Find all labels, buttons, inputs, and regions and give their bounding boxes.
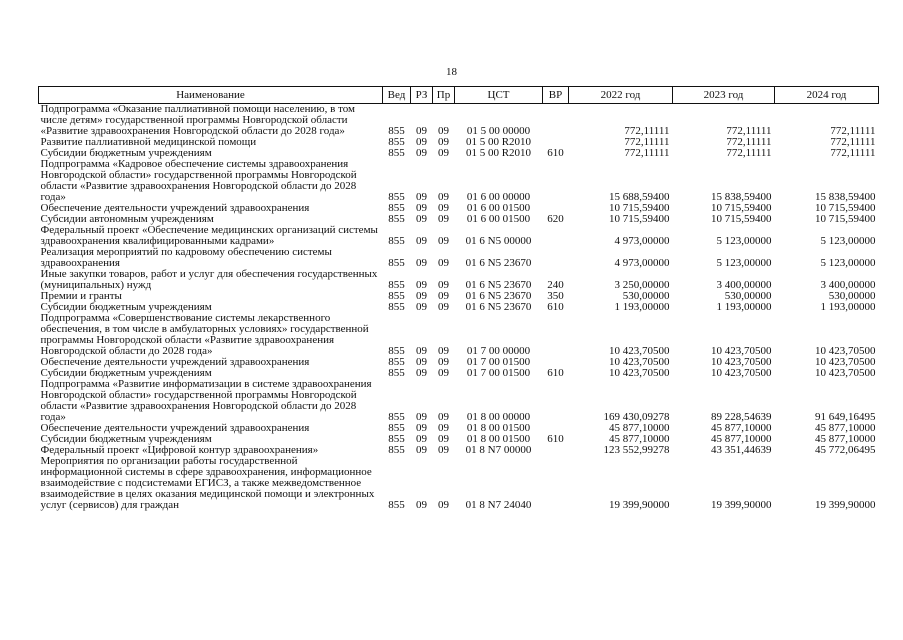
cell-name: Обеспечение деятельности учреждений здравоохранения <box>40 356 310 368</box>
page-number: 18 <box>446 66 457 78</box>
cell-name: Субсидии бюджетным учреждениям <box>40 147 212 159</box>
cell-ved: 855 <box>388 367 405 379</box>
header-ved: Вед <box>383 87 411 104</box>
cell-pr: 09 <box>438 301 449 313</box>
cell-rz: 09 <box>416 125 427 137</box>
cell-vr <box>543 379 569 423</box>
cell-name: Реализация мероприятий по кадровому обеспечению системы здравоохранения <box>40 246 332 269</box>
cell-pr: 09 <box>438 367 449 379</box>
cell-name: Подпрограмма «Оказание паллиативной помощи населению, в том числе детям» государственной программы Новгородской области «Развитие здравоохранения Новгородской области до 2028 года» <box>40 103 355 137</box>
cell-2022: 15 688,59400 <box>609 191 670 203</box>
cell-ved: 855 <box>388 444 405 456</box>
cell-ved: 855 <box>388 356 405 368</box>
cell-pr: 09 <box>438 279 449 291</box>
cell-2022: 169 430,09278 <box>603 411 670 423</box>
header-cst: ЦСТ <box>455 87 543 104</box>
cell-pr: 09 <box>438 411 449 423</box>
cell-name: Субсидии бюджетным учреждениям <box>40 301 212 313</box>
cell-vr <box>543 313 569 357</box>
cell-ved: 855 <box>388 257 405 269</box>
cell-cst: 01 5 00 00000 <box>466 125 531 137</box>
table-row <box>39 225 879 247</box>
cell-2024: 19 399,90000 <box>815 499 876 511</box>
cell-rz: 09 <box>416 257 427 269</box>
cell-ved: 855 <box>388 290 405 302</box>
cell-2023: 10 715,59400 <box>711 202 772 214</box>
budget-table <box>38 86 879 511</box>
cell-rz: 09 <box>416 213 427 225</box>
cell-pr: 09 <box>438 147 449 159</box>
cell-2023: 10 715,59400 <box>711 213 772 225</box>
cell-ved: 855 <box>388 499 405 511</box>
cell-cst: 01 6 00 01500 <box>466 213 531 225</box>
cell-cst: 01 6 00 01500 <box>466 202 531 214</box>
cell-name: Субсидии бюджетным учреждениям <box>40 433 212 445</box>
cell-ved: 855 <box>388 202 405 214</box>
cell-2023: 772,11111 <box>726 147 772 159</box>
cell-2024: 5 123,00000 <box>820 257 876 269</box>
cell-2024: 5 123,00000 <box>820 235 876 247</box>
cell-2023: 772,11111 <box>726 136 772 148</box>
table-row <box>39 159 879 203</box>
cell-ved: 855 <box>388 422 405 434</box>
cell-rz: 09 <box>416 433 427 445</box>
cell-cst: 01 6 N5 00000 <box>465 235 532 247</box>
cell-ved: 855 <box>388 345 405 357</box>
cell-rz: 09 <box>416 411 427 423</box>
cell-cst: 01 8 N7 00000 <box>465 444 532 456</box>
cell-2022: 10 423,70500 <box>609 345 670 357</box>
cell-ved: 855 <box>388 235 405 247</box>
cell-vr: 240 <box>547 279 564 291</box>
cell-2022: 3 250,00000 <box>614 279 670 291</box>
header-pr: Пр <box>433 87 455 104</box>
cell-ved: 855 <box>388 136 405 148</box>
cell-pr: 09 <box>438 356 449 368</box>
cell-vr <box>543 247 569 269</box>
cell-2022: 10 715,59400 <box>609 202 670 214</box>
cell-2023: 45 877,10000 <box>711 433 772 445</box>
table-row <box>39 456 879 511</box>
cell-vr: 610 <box>547 433 564 445</box>
cell-2023: 45 877,10000 <box>711 422 772 434</box>
cell-vr <box>543 456 569 511</box>
cell-2022: 19 399,90000 <box>609 499 670 511</box>
cell-cst: 01 8 00 01500 <box>466 422 531 434</box>
cell-pr: 09 <box>438 345 449 357</box>
cell-cst: 01 6 00 00000 <box>466 191 531 203</box>
cell-name: Иные закупки товаров, работ и услуг для обеспечения государственных (муниципальных) нужд <box>40 268 378 291</box>
cell-2024: 3 400,00000 <box>820 279 876 291</box>
cell-2023: 19 399,90000 <box>711 499 772 511</box>
cell-2024: 10 715,59400 <box>815 202 876 214</box>
cell-2024: 45 877,10000 <box>815 422 876 434</box>
header-rz: РЗ <box>411 87 433 104</box>
cell-ved: 855 <box>388 147 405 159</box>
cell-2024: 10 423,70500 <box>815 367 876 379</box>
cell-pr: 09 <box>438 191 449 203</box>
cell-name: Субсидии автономным учреждениям <box>40 213 214 225</box>
cell-name: Федеральный проект «Обеспечение медицинских организаций системы здравоохранения квалифицированными кадрами» <box>40 224 378 247</box>
cell-2023: 772,11111 <box>726 125 772 137</box>
cell-2024: 1 193,00000 <box>820 301 876 313</box>
cell-ved: 855 <box>388 191 405 203</box>
table-row <box>39 269 879 291</box>
cell-pr: 09 <box>438 499 449 511</box>
table-row <box>39 104 879 138</box>
cell-2023: 10 423,70500 <box>711 345 772 357</box>
cell-vr <box>543 159 569 203</box>
cell-name: Обеспечение деятельности учреждений здравоохранения <box>40 202 310 214</box>
cell-2024: 45 772,06495 <box>815 444 876 456</box>
cell-name: Субсидии бюджетным учреждениям <box>40 367 212 379</box>
cell-rz: 09 <box>416 279 427 291</box>
table-row <box>39 313 879 357</box>
cell-2022: 772,11111 <box>624 125 670 137</box>
header-2022: 2022 год <box>569 87 673 104</box>
cell-2022: 10 715,59400 <box>609 213 670 225</box>
cell-2023: 1 193,00000 <box>716 301 772 313</box>
cell-2023: 15 838,59400 <box>711 191 772 203</box>
cell-rz: 09 <box>416 422 427 434</box>
cell-2022: 123 552,99278 <box>603 444 670 456</box>
cell-vr: 350 <box>547 290 564 302</box>
cell-cst: 01 6 N5 23670 <box>465 257 532 269</box>
cell-name: Обеспечение деятельности учреждений здравоохранения <box>40 422 310 434</box>
cell-vr <box>543 225 569 247</box>
table-row <box>39 379 879 423</box>
cell-2023: 5 123,00000 <box>716 257 772 269</box>
table-row <box>39 247 879 269</box>
cell-cst: 01 5 00 R2010 <box>465 136 532 148</box>
cell-rz: 09 <box>416 356 427 368</box>
cell-ved: 855 <box>388 411 405 423</box>
cell-2024: 10 423,70500 <box>815 356 876 368</box>
cell-2024: 10 715,59400 <box>815 213 876 225</box>
cell-2024: 10 423,70500 <box>815 345 876 357</box>
cell-pr: 09 <box>438 433 449 445</box>
cell-name: Подпрограмма «Совершенствование системы лекарственного обеспечения, в том числе в амбулаторных условиях» государственной программы Новгородской области «Развитие здравоохранения Новгородской области до 2028 года» <box>40 312 369 357</box>
cell-name: Развитие паллиативной медицинской помощи <box>40 136 257 148</box>
cell-name: Подпрограмма «Развитие информатизации в системе здравоохранения Новгородской области» государственной программы Новгородской области «Развитие здравоохранения Новгородской области до 2028 года» <box>40 378 372 423</box>
cell-rz: 09 <box>416 136 427 148</box>
cell-cst: 01 7 00 01500 <box>466 356 531 368</box>
cell-cst: 01 7 00 00000 <box>466 345 531 357</box>
cell-rz: 09 <box>416 147 427 159</box>
cell-pr: 09 <box>438 202 449 214</box>
cell-name: Премии и гранты <box>40 290 122 302</box>
cell-rz: 09 <box>416 202 427 214</box>
cell-rz: 09 <box>416 191 427 203</box>
cell-rz: 09 <box>416 367 427 379</box>
cell-rz: 09 <box>416 290 427 302</box>
cell-vr: 620 <box>547 213 564 225</box>
cell-2022: 1 193,00000 <box>614 301 670 313</box>
cell-cst: 01 6 N5 23670 <box>465 279 532 291</box>
cell-2022: 45 877,10000 <box>609 422 670 434</box>
cell-rz: 09 <box>416 499 427 511</box>
cell-2022: 45 877,10000 <box>609 433 670 445</box>
cell-cst: 01 8 00 00000 <box>466 411 531 423</box>
cell-2023: 3 400,00000 <box>716 279 772 291</box>
cell-2024: 772,11111 <box>830 125 876 137</box>
header-row <box>39 87 879 104</box>
cell-pr: 09 <box>438 444 449 456</box>
cell-2024: 772,11111 <box>830 147 876 159</box>
cell-vr <box>543 104 569 138</box>
cell-2023: 5 123,00000 <box>716 235 772 247</box>
cell-cst: 01 5 00 R2010 <box>465 147 532 159</box>
header-vr: ВР <box>543 87 569 104</box>
cell-rz: 09 <box>416 345 427 357</box>
cell-2022: 4 973,00000 <box>614 235 670 247</box>
cell-cst: 01 7 00 01500 <box>466 367 531 379</box>
table-header <box>39 87 879 104</box>
cell-2024: 15 838,59400 <box>815 191 876 203</box>
cell-2022: 772,11111 <box>624 136 670 148</box>
table-body <box>39 104 879 512</box>
cell-pr: 09 <box>438 290 449 302</box>
cell-name: Мероприятия по организации работы государственной информационной системы в сфере здравоохранения, информационное взаимодействие с подсистемами ЕГИСЗ, а также межведомственное взаимодействие в целях оказания медицинской помощи и электронных услуг (сервисов) для граждан <box>40 455 375 511</box>
cell-ved: 855 <box>388 279 405 291</box>
cell-pr: 09 <box>438 257 449 269</box>
cell-2022: 4 973,00000 <box>614 257 670 269</box>
cell-pr: 09 <box>438 136 449 148</box>
cell-vr: 610 <box>547 301 564 313</box>
cell-2024: 91 649,16495 <box>815 411 876 423</box>
cell-2023: 10 423,70500 <box>711 356 772 368</box>
cell-cst: 01 6 N5 23670 <box>465 301 532 313</box>
cell-ved: 855 <box>388 213 405 225</box>
cell-ved: 855 <box>388 433 405 445</box>
cell-2024: 772,11111 <box>830 136 876 148</box>
cell-2023: 530,00000 <box>724 290 772 302</box>
cell-2023: 10 423,70500 <box>711 367 772 379</box>
header-2024: 2024 год <box>775 87 879 104</box>
cell-ved: 855 <box>388 301 405 313</box>
cell-2022: 10 423,70500 <box>609 367 670 379</box>
cell-2022: 10 423,70500 <box>609 356 670 368</box>
cell-cst: 01 8 00 01500 <box>466 433 531 445</box>
cell-2023: 43 351,44639 <box>711 444 772 456</box>
cell-pr: 09 <box>438 235 449 247</box>
cell-vr <box>543 445 569 456</box>
cell-pr: 09 <box>438 213 449 225</box>
cell-2024: 45 877,10000 <box>815 433 876 445</box>
cell-pr: 09 <box>438 422 449 434</box>
cell-vr: 610 <box>547 147 564 159</box>
cell-cst: 01 6 N5 23670 <box>465 290 532 302</box>
header-2023: 2023 год <box>673 87 775 104</box>
cell-name: Подпрограмма «Кадровое обеспечение системы здравоохранения Новгородской области» государственной программы Новгородской области «Развитие здравоохранения Новгородской области до 2028 года» <box>40 158 357 203</box>
cell-2022: 772,11111 <box>624 147 670 159</box>
header-name: Наименование <box>39 87 383 104</box>
cell-2022: 530,00000 <box>622 290 670 302</box>
cell-pr: 09 <box>438 125 449 137</box>
cell-rz: 09 <box>416 444 427 456</box>
cell-ved: 855 <box>388 125 405 137</box>
cell-2024: 530,00000 <box>828 290 876 302</box>
cell-cst: 01 8 N7 24040 <box>465 499 532 511</box>
cell-rz: 09 <box>416 235 427 247</box>
cell-2023: 89 228,54639 <box>711 411 772 423</box>
cell-name: Федеральный проект «Цифровой контур здравоохранения» <box>40 444 319 456</box>
cell-vr: 610 <box>547 367 564 379</box>
cell-rz: 09 <box>416 301 427 313</box>
